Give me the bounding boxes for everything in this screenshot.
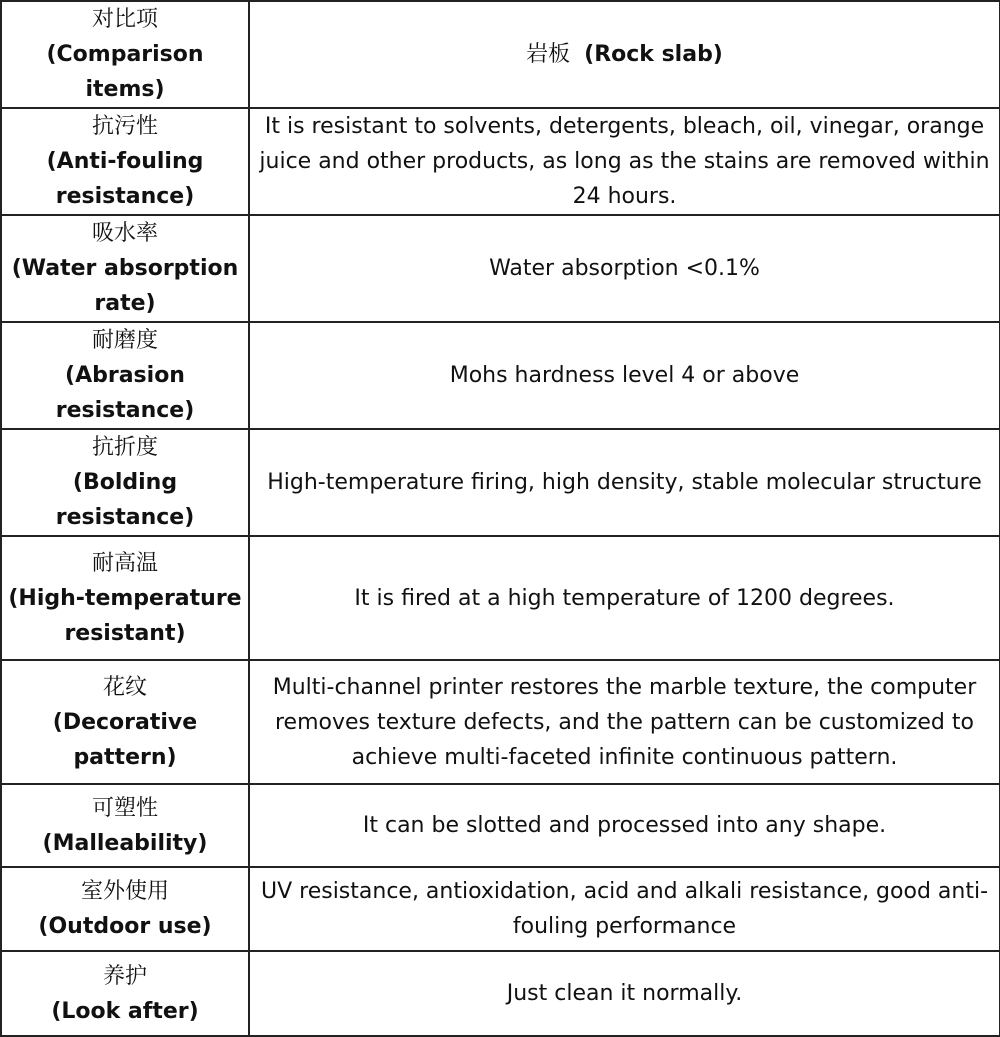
table-row — [1, 215, 1000, 322]
row-label-zh: 可塑性 — [91, 795, 158, 821]
row-label — [1, 784, 249, 867]
row-value: It can be slotted and processed into any shape. — [249, 784, 1000, 867]
header-col1-zh: 对比项 — [91, 7, 158, 32]
row-label-en: (Look after) — [51, 998, 199, 1024]
row-label — [1, 951, 249, 1036]
row-label-zh: 吸水率 — [91, 221, 158, 246]
row-label-en: resistance) — [55, 184, 195, 209]
header-rock-slab — [249, 1, 1000, 108]
row-label-zh: 室外使用 — [80, 879, 169, 904]
row-value: Multi-channel printer restores the marble texture, the computer removes texture defects, and the pattern can be customized to achieve multi-faceted infinite continuous pattern. — [249, 660, 1000, 784]
row-label — [1, 536, 249, 660]
row-label — [1, 322, 249, 429]
row-label-zh: 抗折度 — [91, 435, 158, 460]
row-label-en: (Malleability) — [42, 830, 208, 856]
table-row — [1, 536, 1000, 660]
row-label-en: (Water absorption — [11, 256, 239, 281]
row-label — [1, 429, 249, 536]
row-value: Water absorption <0.1% — [249, 215, 1000, 322]
row-label-en: resistant) — [64, 620, 186, 646]
header-col2-en: (Rock slab) — [584, 42, 723, 67]
table-row — [1, 867, 1000, 951]
row-label-en: rate) — [94, 291, 156, 316]
row-label-en: pattern) — [73, 744, 177, 770]
row-label-zh: 花纹 — [102, 674, 147, 700]
row-value: High-temperature firing, high density, stable molecular structure — [249, 429, 1000, 536]
row-label-zh: 耐磨度 — [91, 328, 158, 353]
table-row — [1, 108, 1000, 215]
row-label — [1, 867, 249, 951]
row-value: Just clean it normally. — [249, 951, 1000, 1036]
row-label — [1, 108, 249, 215]
row-label-zh: 养护 — [102, 963, 147, 989]
row-label-en: (Decorative — [52, 709, 198, 735]
row-label-en: (High-temperature — [8, 585, 242, 611]
table-row — [1, 951, 1000, 1036]
header-comparison-items — [1, 1, 249, 108]
row-label-en: (Abrasion — [65, 363, 185, 388]
row-value: It is resistant to solvents, detergents, bleach, oil, vinegar, orange juice and other products, as long as the stains are removed within 24 hours. — [249, 108, 1000, 215]
header-row — [1, 1, 1000, 108]
row-value: UV resistance, antioxidation, acid and alkali resistance, good anti-fouling performance — [249, 867, 1000, 951]
table-row — [1, 322, 1000, 429]
row-label-en: resistance) — [55, 398, 195, 423]
table-row — [1, 429, 1000, 536]
row-value: Mohs hardness level 4 or above — [249, 322, 1000, 429]
row-label-en: (Outdoor use) — [38, 914, 212, 939]
table-row — [1, 660, 1000, 784]
row-label-en: resistance) — [55, 505, 195, 530]
row-value: It is fired at a high temperature of 1200 degrees. — [249, 536, 1000, 660]
row-label — [1, 215, 249, 322]
header-col2-zh: 岩板 — [526, 42, 571, 67]
row-label-zh: 耐高温 — [91, 550, 158, 576]
row-label-en: (Anti-fouling — [46, 149, 204, 174]
row-label-en: (Bolding — [72, 470, 178, 495]
header-col1-en: (Comparison items) — [46, 42, 204, 102]
row-label-zh: 抗污性 — [91, 114, 158, 139]
table-row — [1, 784, 1000, 867]
row-label — [1, 660, 249, 784]
